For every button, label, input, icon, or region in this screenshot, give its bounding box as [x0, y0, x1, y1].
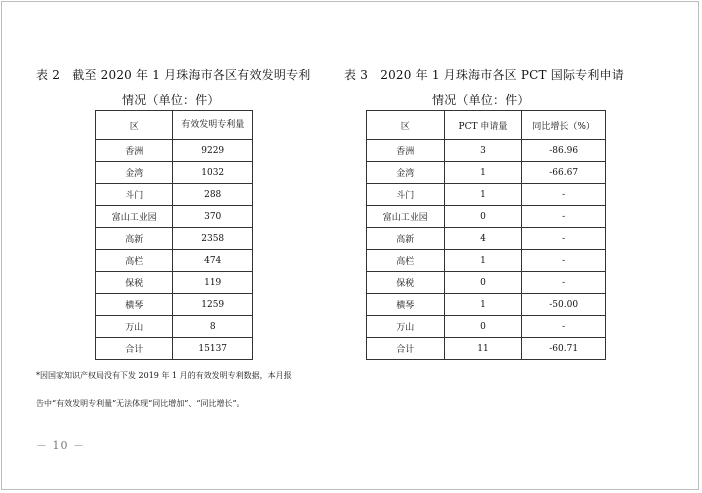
table3-row: [367, 294, 606, 316]
table2-row: [96, 294, 253, 316]
table3-cell: 金湾: [367, 162, 445, 184]
table3-cell: 高栏: [367, 250, 445, 272]
table2-row: [96, 338, 253, 360]
table2-row: [96, 140, 253, 162]
table2-cell: 高栏: [96, 250, 173, 272]
table3-row: [367, 140, 606, 162]
table3-caption-line1: 表 3 2020 年 1 月珠海市各区 PCT 国际专利申请: [344, 68, 624, 82]
table3-cell: 1: [444, 184, 522, 206]
table2-header-patents: 有效发明专利量: [173, 111, 253, 140]
table2-cell: 斗门: [96, 184, 173, 206]
table3-pct-applications: [366, 110, 606, 360]
table2-row: [96, 272, 253, 294]
table3-cell: -: [522, 272, 606, 294]
table3-caption-line2: 情况（单位：件）: [432, 93, 530, 107]
table3-cell: 1: [444, 294, 522, 316]
table3-row: [367, 228, 606, 250]
table3-row: [367, 250, 606, 272]
table2-cell: 1032: [173, 162, 253, 184]
table3-cell: 4: [444, 228, 522, 250]
table2-cell: 288: [173, 184, 253, 206]
table3-cell: 斗门: [367, 184, 445, 206]
table3-cell: 0: [444, 316, 522, 338]
table2-cell: 474: [173, 250, 253, 272]
table3-row: [367, 162, 606, 184]
table2-cell: 金湾: [96, 162, 173, 184]
table3-cell: 保税: [367, 272, 445, 294]
page-number: － 10 －: [36, 439, 85, 452]
table2-cell: 高新: [96, 228, 173, 250]
table2-row: [96, 184, 253, 206]
table3-cell: 1: [444, 250, 522, 272]
table3-header-district: 区: [367, 111, 445, 140]
table3-cell: 万山: [367, 316, 445, 338]
table2-caption-line1: 表 2 截至 2020 年 1 月珠海市各区有效发明专利: [36, 68, 311, 82]
table2-row: [96, 228, 253, 250]
table2-effective-patents: [95, 110, 253, 360]
table2-cell: 富山工业园: [96, 206, 173, 228]
table2-cell: 15137: [173, 338, 253, 360]
table2-cell: 370: [173, 206, 253, 228]
table3-cell: -50.00: [522, 294, 606, 316]
table3-cell: 高新: [367, 228, 445, 250]
footnote-line1: *因国家知识产权局没有下发 2019 年 1 月的有效发明专利数据，本月报: [36, 371, 292, 380]
table2-cell: 合计: [96, 338, 173, 360]
table3-header-pct: PCT 申请量: [444, 111, 522, 140]
table2-caption-line2: 情况（单位：件）: [122, 93, 220, 107]
table3-header-growth: 同比增长（%）: [522, 111, 606, 140]
table3-cell: 香洲: [367, 140, 445, 162]
table3-cell: 1: [444, 162, 522, 184]
table3-cell: -66.67: [522, 162, 606, 184]
table2-row: [96, 206, 253, 228]
table3-row: [367, 272, 606, 294]
table3-cell: 横琴: [367, 294, 445, 316]
table2-header-district: 区: [96, 111, 173, 140]
table2-row: [96, 250, 253, 272]
table3-row: [367, 338, 606, 360]
table2-cell: 香洲: [96, 140, 173, 162]
table3-cell: -60.71: [522, 338, 606, 360]
table2-cell: 8: [173, 316, 253, 338]
table2-cell: 保税: [96, 272, 173, 294]
table2-row: [96, 162, 253, 184]
table3-cell: -: [522, 184, 606, 206]
table2-cell: 119: [173, 272, 253, 294]
table3-row: [367, 316, 606, 338]
table3-row: [367, 184, 606, 206]
table2-cell: 1259: [173, 294, 253, 316]
table3-cell: -: [522, 250, 606, 272]
table3-cell: 0: [444, 206, 522, 228]
table3-cell: -: [522, 228, 606, 250]
table3-cell: -86.96: [522, 140, 606, 162]
table3-cell: 0: [444, 272, 522, 294]
table2-row: [96, 316, 253, 338]
table2-cell: 横琴: [96, 294, 173, 316]
table3-cell: 11: [444, 338, 522, 360]
table3-cell: 富山工业园: [367, 206, 445, 228]
table3-cell: -: [522, 316, 606, 338]
table3-cell: -: [522, 206, 606, 228]
table2-cell: 9229: [173, 140, 253, 162]
footnote-line2: 告中“有效发明专利量”无法体现“同比增加”、“同比增长”。: [36, 399, 245, 408]
table3-row: [367, 206, 606, 228]
table2-cell: 万山: [96, 316, 173, 338]
table2-cell: 2358: [173, 228, 253, 250]
table3-cell: 3: [444, 140, 522, 162]
table3-cell: 合计: [367, 338, 445, 360]
